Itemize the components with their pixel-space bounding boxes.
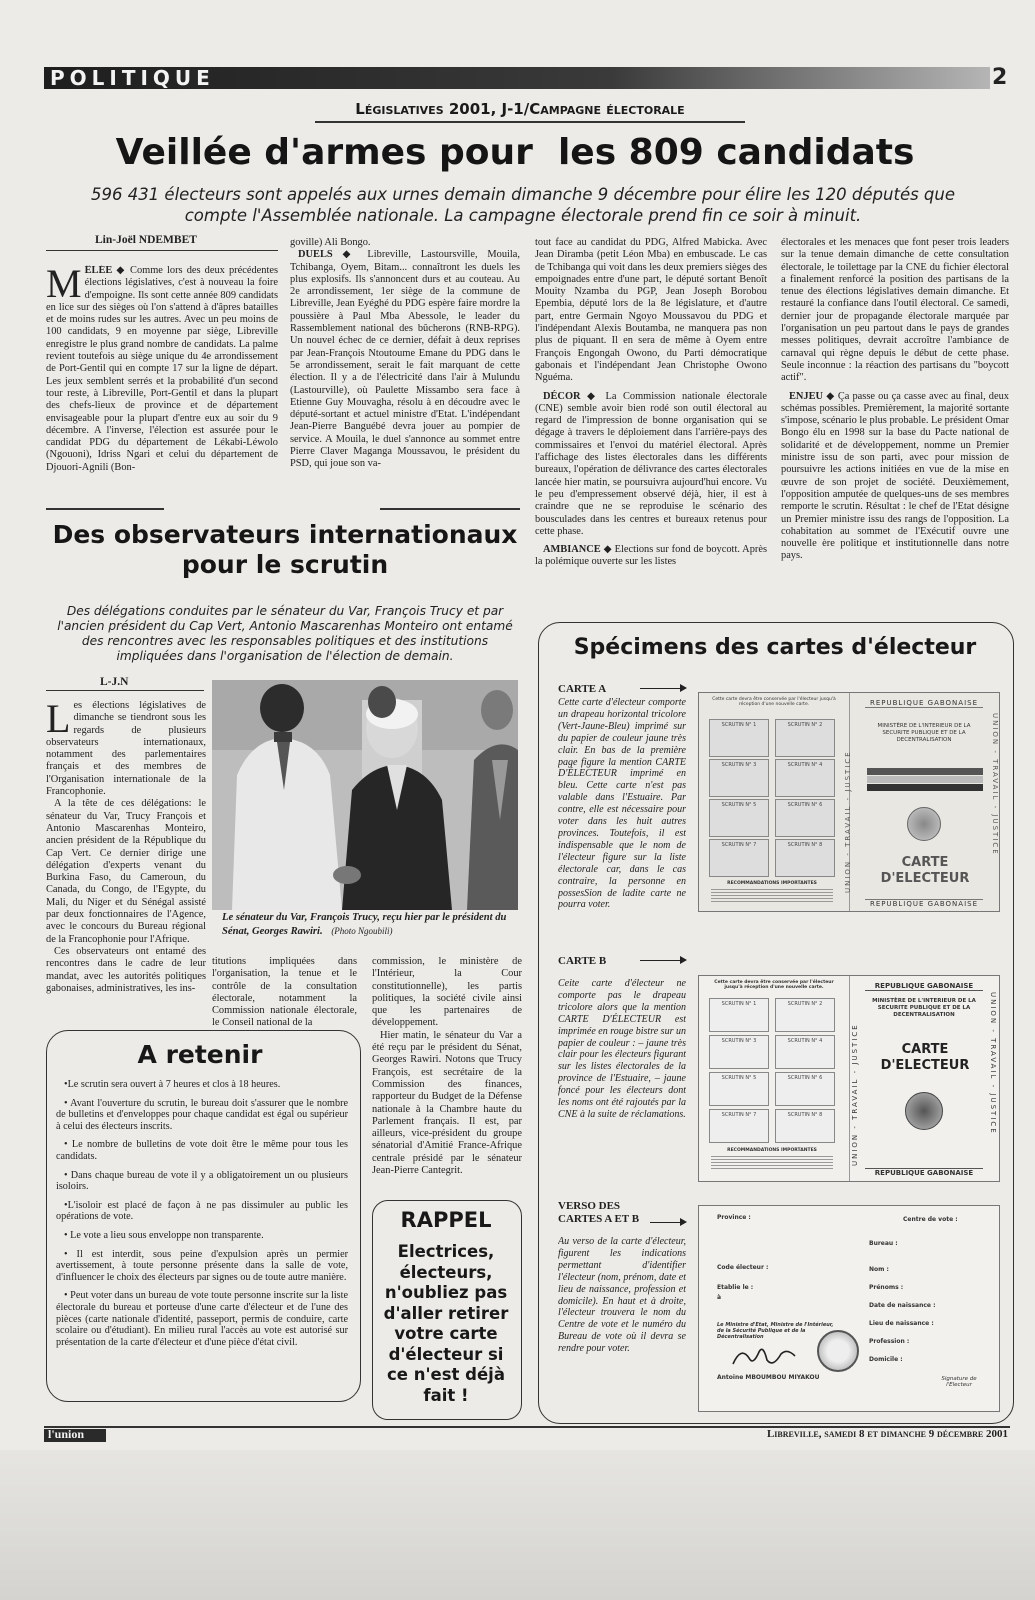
carte-b-specimen (698, 975, 1000, 1182)
page-bottom-margin (0, 1450, 1035, 1600)
recommandations-label: RECOMMANDATIONS IMPORTANTES (727, 1148, 817, 1153)
scrutin-cell: SCRUTIN N° 3 (709, 759, 769, 797)
body-text: titutions impliquées dans l'organisation, la tenue et le contrôle de la consultation électorale, notamment la Commission nationale électorale, le Conseil national de la (212, 956, 357, 1029)
dropcap: M (46, 265, 82, 306)
scrutin-cell: SCRUTIN N° 5 (709, 799, 769, 837)
card-front-inner (703, 697, 845, 907)
field-a: à (717, 1294, 722, 1301)
retenir-item: •L'isoloir est placé de façon à ne pas dissimuler au public les opérations de vote. (56, 1199, 348, 1223)
body-text: Cette carte d'électeur comporte un drapeau horizontal tricolore (Vert-Jaune-Bleu) imprimé sur du papier de couleur jaune très clair. En bas de la première page figure la mention CARTE D'ÉLECTEUR imprimé en bleu. Cette carte n'est pas valable dans l'Estuaire. Par contre, elle est nécessaire pour voter dans les huit autres provinces. Toutefois, il est indispensable que le nom de l'électeur figure sur la liste électorale car, dans le cas contraire, la personne en possesSion de ladite carte ne pourra voter. (558, 697, 686, 911)
verso-text (558, 1236, 686, 1401)
card-front-inner (703, 980, 845, 1176)
carte-b-arrow (640, 960, 682, 961)
republique-label: REPUBLIQUE GABONAISE (865, 699, 983, 708)
flag-stripe-yellow (867, 776, 983, 783)
body-text: Ces observateurs ont entamé des rencontres dans le cadre de leur mandat, avec les autorités politiques gabonaises, administratives, les ins- (46, 945, 206, 994)
body-text: électorales et les menaces que font peser trois leaders sur la tenue demain dimanche de cette consultation électorale, le toilettage par la CNE du fichier électoral a finalement renforcé la position des partisans de la tenue des élections législatives demain dimanche. Et restauré la confiance dans l'outil électoral. Ce samedi, dernier jour de propagande électorale marquée par l'organisation un peu partout dans le pays de grandes messes politiques, devrait accroître l'ambiance de carnaval qui règne depuis le début de cette phase. Seule inconnue : la réaction des partisans du "boycott actif". (781, 237, 1009, 384)
scrutin-cell: SCRUTIN N° 4 (775, 1035, 835, 1069)
field-centre: Centre de vote : (903, 1216, 958, 1223)
devise-vertical-right: UNION - TRAVAIL - JUSTICE (991, 713, 999, 856)
scrutin-cell: SCRUTIN N° 6 (775, 799, 835, 837)
main-col-4: électorales et les menaces que font peser trois leaders sur la tenue demain dimanche de cette consultation électorale, le toilettage par la CNE du fichier électoral a finalement renforcé la position des partisans de la tenue des élections législatives demain dimanche. Et restauré la confiance dans l'outil électoral. Ce samedi, dernier jour de propagande électorale marquée par l'organisation un peu partout dans le pays de grandes messes politiques, devrait accroître l'ambiance de carnaval qui règne depuis le début de cette phase. Seule inconnue : la réaction des partisans du "boycott actif". ENJEU ◆ Ça passe ou ça casse avec au final, deux schémas possibles. Premièrement, la majorité sortante s'impose, scénario le plus probable. Le président Omar Bongo élu en 1998 sur la base du Pacte national de solidarité et de développement, nomme un Premier ministre issu de son parti, avec pour mission de poursuivre les actions initiées en vue de la mise en œuvre de son projet de société. Deuxièmement, l'opposition amputée de quelques-uns de ses membres remporte le scrutin. Résultat : le chef de l'Etat désigne un Premier ministre issu des rangs de l'opposition. La cohabitation au sommet de l'Exécutif ouvre une nouvelle ère politique et institutionnelle dans notre pays. (781, 237, 1009, 562)
specimens-title: Spécimens des cartes d'électeur (573, 635, 977, 660)
retenir-item: • Il est interdit, sous peine d'expulsion après un permier avertissement, à toute personne présente dans la salle de vote, d'influencer le choix des électeurs par signes ou de toute autre manière. (56, 1248, 348, 1283)
observers-byline: L-J.N (100, 676, 129, 688)
photo-credit: (Photo Ngoubili) (331, 925, 393, 936)
ministere-label: MINISTÈRE DE L'INTERIEUR DE LA SECURITE PUBLIQUE ET DE LA DECENTRALISATION (872, 998, 976, 1018)
devise-vertical: UNION - TRAVAIL - JUSTICE (844, 750, 852, 893)
kicker (280, 100, 760, 118)
observers-byline-rule (46, 690, 204, 691)
retenir-item: • Peut voter dans un bureau de vote toute personne inscrite sur la liste électorale du bureau et porteuse d'une carte d'électeur et de l'une des pièces (carte nationale d'identité, passeport, permis de conduire, carte scolaire ou d'étudiant). En milieu rural l'accès au vote est autorisé sur présentation de la carte d'électeur et d'une pièce d'état civil. (56, 1290, 348, 1348)
main-col-3: tout face au candidat du PDG, Alfred Mabicka. Avec Jean Diramba (petit Léon Mba) en embuscade. Le cas de Tchibanga qui voit dans les deux premiers sièges des empoignades entre d'une part, le député sortant Benoît Mouity Nzamba du PGP, Jean Joseph Borobou Epembia, député lors de la 8e législature, et d'autre part, entre Germain Ngoyo Moussavou du PDG et l'indépendant Alexis Boutamba, ne manquera pas non plus de piquant. Il en sera de même à Oyem entre François Engongah Owono, du Parti démocratique gabonais et l'indépendant Jean Christophe Owono Nguéma. DÉCOR ◆ La Commission nationale électorale (CNE) semble avoir bien rodé son outil électoral au regard de l'impression de bonne organisation qui se dégage à travers le déploiement dans l'arrière-pays des commissaires et l'envoi du matériel électoral. Après l'affichage des listes électorales dans les différents bureaux, l'opération de délivrance des cartes électorales lancée hier matin, se poursuivra aujourd'hui encore. Vu le peu d'empressement observé déjà, hier, il est à craindre que ne se reproduise le scénario des bousculades dans les centres et bureaux retenus pour cette phase. AMBIANCE ◆ Elections sur fond de boycott. Après la polémique ouverte sur les listes (535, 237, 767, 568)
body-text: Au verso de la carte d'électeur, figurent les indications permettant d'identifier l'électeur (nom, prénom, date et lieu de naissance, profession et domicile). En haut et à droite, l'électeur trouvera le nom du Centre de vote et le numéro du Bureau de vote où il devra se rendre pour voter. (558, 1236, 686, 1355)
page-number: 2 (992, 65, 1008, 90)
signature-icon (729, 1342, 799, 1370)
observers-subtitle: Des délégations conduites par le sénateur du Var, François Trucy et par l'ancien président du Cap Vert, Antonio Mascarenhas Monteiro ont entamé des rencontres avec les responsables politiques et des institutions impliquées dans l'organisation de l'élection de demain. (57, 604, 513, 663)
field-nom: Nom : (869, 1266, 889, 1273)
body-text: Ça passe ou ça casse avec au final, deux schémas possibles. Premièrement, la majorité sortante s'impose, scénario le plus probable. Le président Omar Bongo élu en 1998 sur la base du Pacte national de solidarité et de développement, nomme un Premier ministre issu de son parti, avec pour mission de poursuivre les actions initiées en vue de la mise en œuvre de son projet de société. Deuxièmement, l'opposition amputée de quelques-uns de ses membres remporte le scrutin. Résultat : le chef de l'Etat désigne un Premier ministre issu des rangs de l'opposition. La cohabitation au sommet de l'Exécutif ouvre une nouvelle ère politique et institutionnelle dans notre pays. (781, 390, 1009, 562)
main-subtitle: 596 431 électeurs sont appelés aux urnes demain dimanche 9 décembre pour élire les 120 députés que compte l'Assemblée nationale. La campagne électorale prend fin ce soir à minuit. (90, 185, 956, 225)
fine-print-lines (711, 889, 833, 903)
scrutin-cell: SCRUTIN N° 4 (775, 759, 835, 797)
signataire: Antoine MBOUMBOU MIYAKOU (717, 1374, 820, 1381)
carte-b-arrowhead (680, 956, 687, 964)
observers-headline: Des observateurs internationaux pour le scrutin (52, 520, 518, 579)
scrutin-cell: SCRUTIN N° 7 (709, 1109, 769, 1143)
photo-illustration (212, 680, 518, 910)
ministre-line: Le Ministre d'Etat, Ministre de l'Intérieur, de la Sécurité Publique et de la Décentralisation (717, 1322, 834, 1340)
field-code: Code électeur : (717, 1264, 769, 1271)
body-text: Ceite carte d'électeur ne comporte pas le drapeau tricolore alors que la mention CARTE D'ÉLECTEUR est imprimée en rouge bistre sur un papier de couleur : – jaune très clair pour les électeurs figurant sur les listes électorales de la province de l'Estuaire, – jaune foncé pour les électeurs dont les noms ont été rajoutés par la CNE à la suite de réclamations. (558, 978, 686, 1120)
photo-caption (222, 912, 518, 938)
section-label: POLITIQUE (50, 66, 215, 90)
coat-of-arms-icon (905, 1092, 943, 1130)
body-text: Comme lors des deux précédentes élections législatives, c'est à nouveau la foire d'empoigne. Ils sont cette année 809 candidats en lice sur des sièges où l'on s'attend à d'âpres batailles et de moins rudes sur les autres. Avec un peu moins de 100 candidats, 9 en moyenne par siège, Libreville enregistre le plus grand nombre de candidats. La palme revient toutefois au siège unique du 4e arrondissement de Port-Gentil qui en compte 17 sur la ligne de départ. Les jeux semblent serrés et la probabilité d'un second tour reste, à Libreville, Port-Gentil et dans la plupart des chefs-lieux de province et de département envisageable pour la plupart d'entre eux au soir du 9 décembre. A l'inverse, l'élection est assurée pour le candidat PDG du département de Lékabi-Léwolo (Ngouoni), Idriss Ngari et celui du département de Djouori-Agnili (Bon- (46, 265, 278, 473)
body-text: goville) Ali Bongo. (290, 237, 371, 248)
scrutin-cell: SCRUTIN N° 8 (775, 839, 835, 877)
carte-title: CARTE D'ELECTEUR (880, 1042, 970, 1073)
scrutin-cell: SCRUTIN N° 2 (775, 998, 835, 1032)
main-col-2: goville) Ali Bongo. DUELS ◆ Libreville, Lastoursville, Mouila, Tchibanga, Oyem, Bitam... connaîtront les duels les plus explosifs. Ils s'annoncent durs et au couteau. Au 2e arrondissement, 1er siège de la commune de Libreville, Jean Eyéghé du PDG espère faire mordre la poussière à Paul Mba Abessole, le leader du Rassemblement national des bûcherons (RNB-RPG). Un nouvel échec de ce dernier, défait à deux reprises par Jean-François Ntoutoume Emane du PDG dans le 5e arrondissement, serait le fait marquant de cette élection. Il y a de l'électricité dans l'air à Mulundu (Lastourville), où Paulette Missambo sera face à Etienne Guy Mouvagha, résolu à en découdre avec le député-sortant et actuel ministre d'Etat. L'indépendant Jean-Pierre Banguébé devra jouer au pompier de service. A Mouila, le duel s'annonce au sommet entre Pierre Claver Maganga Moussavou, le président du PSD, qui joue son va- (290, 237, 520, 470)
carte-a-arrowhead (680, 684, 687, 692)
lead-word: ENJEU (789, 390, 824, 402)
field-prenoms: Prénoms : (869, 1284, 904, 1291)
devise-vertical-right: UNION - TRAVAIL - JUSTICE (989, 992, 997, 1135)
flag-stripe-blue (867, 784, 983, 791)
footer-paper-name: l'union (48, 1427, 85, 1441)
field-date-naissance: Date de naissance : (869, 1302, 936, 1309)
verso-specimen (698, 1205, 1000, 1412)
card-fold-line (849, 976, 850, 1181)
retenir-title: A retenir (137, 1040, 263, 1069)
verso-arrow (650, 1222, 682, 1223)
scrutin-cell: SCRUTIN N° 1 (709, 719, 769, 757)
retenir-item: • Avant l'ouverture du scrutin, le bureau doit s'assurer que le nombre de bulletins et d'enveloppes pour chaque candidat est égal ou supérieur à celui des électeurs inscrits. (56, 1097, 348, 1132)
carte-b-label: CARTE B (558, 955, 607, 967)
card-header-note: Cette carte devra être conservée par l'électeur jusqu'à réception d'une nouvelle carte. (714, 980, 834, 990)
body-text: tout face au candidat du PDG, Alfred Mabicka. Avec Jean Diramba (petit Léon Mba) en embuscade. Le cas de Tchibanga qui voit dans les deux premiers sièges des empoignades entre d'une part, le député sortant Benoît Mouity Nzamba du PGP, Jean Joseph Borobou Epembia, député lors de la 8e législature, et d'autre part, entre Germain Ngoyo Moussavou du PDG et l'indépendant Alexis Boutamba, ne manquera pas non plus de piquant. Il en sera de même à Oyem entre François Engongah Owono, du Parti démocratique gabonais et l'indépendant Jean Christophe Owono Nguéma. (535, 237, 767, 384)
rappel-title: RAPPEL (400, 1208, 492, 1232)
carte-a-specimen (698, 692, 1000, 912)
byline-rule (46, 250, 278, 251)
body-text: es élections législatives de dimanche se tiendront sous les regards de plusieurs observateurs internationaux, notamment des parlementaires français et des membres de l'Organisation internationale de la Francophonie. (46, 700, 206, 798)
field-lieu-naissance: Lieu de naissance : (869, 1320, 934, 1327)
main-byline: Lin-Joël NDEMBET (95, 234, 197, 246)
carte-a-label: CARTE A (558, 683, 607, 695)
main-col-1: M ÊLÉE ◆ Comme lors des deux précédentes élections législatives, c'est à nouveau la foire d'empoigne. Ils sont cette année 809 candidats en lice sur des sièges où l'on s'attend à d'âpres batailles et de moins rudes sur les autres. Avec un peu moins de 100 candidats, 9 en moyenne par siège, Libreville enregistre le plus grand nombre de candidats. La palme revient toutefois au siège unique du 4e arrondissement de Port-Gentil qui en compte 17 sur la ligne de départ. Les jeux semblent serrés et la probabilité d'un second tour reste, à Libreville, Port-Gentil et dans la plupart des chefs-lieux de province et de département envisageable pour la plupart d'entre eux au soir du 9 décembre. A l'inverse, l'élection est assurée pour le candidat PDG du département de Lékabi-Léwolo (Ngouoni), Idriss Ngari et celui du département de Djouori-Agnili (Bon- (46, 265, 278, 473)
kicker-text: Législatives 2001, J-1/Campagne électorale (355, 100, 685, 118)
retenir-item: • Le nombre de bulletins de vote doit être le même pour tous les candidats. (56, 1139, 348, 1162)
verso-label: VERSO DES CARTES A ET B (558, 1200, 640, 1225)
official-seal-icon (817, 1330, 859, 1372)
observers-col-3 (372, 956, 522, 1184)
kicker-underline (315, 121, 745, 123)
verso-arrowhead (680, 1218, 687, 1226)
scrutin-cell: SCRUTIN N° 1 (709, 998, 769, 1032)
scrutin-cell: SCRUTIN N° 8 (775, 1109, 835, 1143)
carte-b-text (558, 978, 686, 1158)
devise-vertical: UNION - TRAVAIL - JUSTICE (851, 1023, 859, 1166)
scrutin-cell: SCRUTIN N° 5 (709, 1072, 769, 1106)
dropcap: L (46, 700, 71, 741)
field-domicile: Domicile : (869, 1356, 903, 1363)
fine-print-lines (711, 1156, 833, 1170)
observers-col-1 (46, 700, 206, 1045)
field-bureau: Bureau : (869, 1240, 898, 1247)
lead-word: DÉCOR (543, 390, 581, 402)
republique-label: REPUBLIQUE GABONAISE (865, 982, 983, 991)
lead-word: DUELS (298, 249, 333, 261)
body-text: commission, le ministère de l'Intérieur, la Cour constitutionnelle), les partis politiques, la société civile ainsi que les partenaires de développement. (372, 956, 522, 1029)
lead-word: AMBIANCE (543, 544, 601, 556)
body-text: La Commission nationale électorale (CNE) semble avoir bien rodé son outil électoral au regard de l'impression de bonne organisation qui se dégage à travers le déploiement dans l'arrière-pays des commissaires et l'envoi du matériel électoral. Après l'affichage des listes électorales dans les différents bureaux, l'opération de délivrance des cartes électorales lancée hier matin, se poursuivra aujourd'hui encore. Vu le peu d'empressement observé déjà, hier, il est à craindre que ne se reproduise le scénario des bousculades dans les centres et bureaux retenus pour cette phase. (535, 390, 767, 537)
signature-electeur: Signature de l'Electeur (941, 1376, 977, 1388)
card-header-note: Cette carte devra être conservée par l'électeur jusqu'à réception d'une nouvelle carte. (712, 697, 836, 707)
republique-label-bottom: REPUBLIQUE GABONAISE (865, 1168, 983, 1177)
field-profession: Profession : (869, 1338, 910, 1345)
scrutin-cell: SCRUTIN N° 3 (709, 1035, 769, 1069)
carte-title: CARTE D'ELECTEUR (880, 855, 970, 886)
rappel-text: Electrices, électeurs, n'oubliez pas d'aller retirer votre carte d'électeur si ce n'est déjà fait ! (383, 1242, 509, 1405)
retenir-list (56, 1079, 348, 1397)
recommandations-label: RECOMMANDATIONS IMPORTANTES (727, 881, 817, 886)
scrutin-cell: SCRUTIN N° 2 (775, 719, 835, 757)
body-text: Libreville, Lastoursville, Mouila, Tchibanga, Oyem, Bitam... connaîtront les duels les plus explosifs. Ils s'annoncent durs et au couteau. Au 2e arrondissement, 1er siège de la commune de Libreville, Jean Eyéghé du PDG espère faire mordre la poussière à Paul Mba Abessole, le leader du Rassemblement national des bûcherons (RNB-RPG). Un nouvel échec de ce dernier, défait à deux reprises par Jean-François Ntoutoume Emane du PDG dans le 5e arrondissement, serait le fait marquant de cette élection. Il y a de l'électricité dans l'air à Mulundu (Lastourville), où Paulette Missambo sera face à Etienne Guy Mouvagha, résolu à en découdre avec le député-sortant et actuel ministre d'Etat. L'indépendant Jean-Pierre Banguébé devra jouer au pompier de service. A Mouila, le duel s'annonce au sommet entre Pierre Claver Maganga Moussavou, le président du PSD, qui joue son va- (290, 249, 520, 470)
retenir-item: •Le scrutin sera ouvert à 7 heures et clos à 18 heures. (64, 1079, 281, 1090)
footer-dateline: Libreville, samedi 8 et dimanche 9 décembre 2001 (766, 1428, 1008, 1440)
news-photo (212, 680, 518, 910)
retenir-item: • Dans chaque bureau de vote il y a obligatoirement un ou plusieurs isoloirs. (56, 1169, 348, 1193)
flag-stripe-green (867, 768, 983, 775)
retenir-item: • Le vote a lieu sous enveloppe non transparente. (64, 1229, 264, 1241)
observers-top-rule-right (380, 508, 520, 510)
observers-top-rule-left (46, 508, 164, 510)
coat-of-arms-icon (907, 807, 941, 841)
main-headline: Veillée d'armes pour les 809 candidats (115, 132, 915, 173)
body-text: Elections sur fond de boycott. Après la polémique ouverte sur les listes (535, 544, 767, 568)
body-text: A la tête de ces délégations: le sénateur du Var, Trucy François et Antonio Mascarenhas Monteiro, ancien président de la République du Cap Vert. Ce dernier dirige une délégation d'experts venant du Burkina Faso, du Cameroun, du Canada, du Congo, de l'Egypte, du Mali, du Niger et du Sénégal assisté par deux fonctionnaires de l'Agence, avec le concours du Bureau régional de la Francophonie pour l'Afrique. (46, 798, 206, 945)
body-text: Hier matin, le sénateur du Var a été reçu par le président du Sénat, Georges Rawiri. Notons que Trucy François, est secrétaire de la Commission des finances, rapporteur du Budget de la Défense nationale à la Chambre haute du Parlement français. Il est, par ailleurs, vice-président du groupe sénatorial d'Amitié France-Afrique centrale présidé par le sénateur Jean-Pierre Cantegrit. (372, 1029, 522, 1177)
republique-label-bottom: REPUBLIQUE GABONAISE (865, 899, 983, 908)
ministere-label: MINISTÈRE DE L'INTERIEUR DE LA SECURITE PUBLIQUE ET DE LA DECENTRALISATION (877, 723, 971, 743)
carte-a-arrow (640, 688, 682, 689)
carte-a-text (558, 697, 686, 937)
field-etablie: Etablie le : (717, 1284, 754, 1291)
lead-word: ÊLÉE (84, 265, 113, 276)
field-province: Province : (717, 1214, 751, 1221)
scrutin-cell: SCRUTIN N° 6 (775, 1072, 835, 1106)
scrutin-cell: SCRUTIN N° 7 (709, 839, 769, 877)
caption-text: Le sénateur du Var, François Trucy, reçu hier par le président du Sénat, Georges Rawiri. (222, 912, 507, 937)
